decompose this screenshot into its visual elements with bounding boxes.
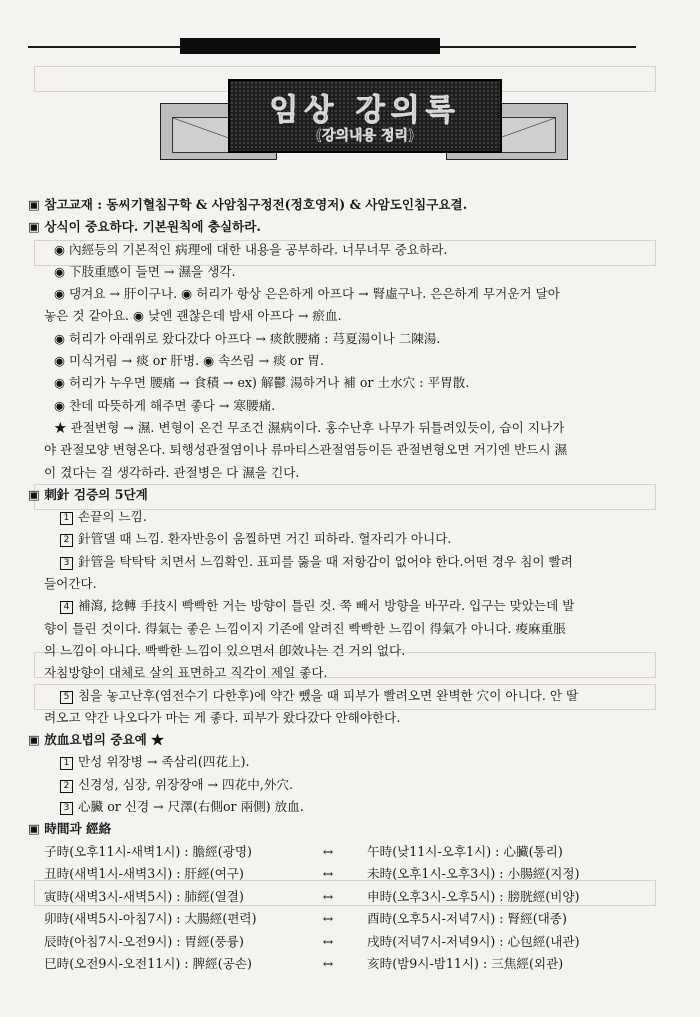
basics-line: ◉ 內經등의 기본적인 病理에 대한 내용을 공부하라. 너무너무 중요하라. bbox=[54, 241, 448, 257]
lecture-content bbox=[28, 194, 668, 976]
needling-step bbox=[28, 595, 668, 617]
basics-line: ◉ 찬데 따뜻하게 해주면 좋다 → 寒腰痛. bbox=[54, 397, 276, 413]
item-number-box: 1 bbox=[60, 757, 73, 770]
double-arrow-icon: ↔ bbox=[322, 933, 334, 949]
step-text: 침을 놓고난후(염전수기 다한후)에 약간 뺐을 때 피부가 빨려오면 완벽한 穴이 아니다. 안 딸 bbox=[78, 687, 579, 703]
basics-line: ◉ 허리가 아래위로 왔다갔다 아프다 → 痰飮腰痛 : 芎夏湯이나 二陳湯. bbox=[54, 330, 441, 346]
basics-line: ◉ 댕겨요 → 肝이구나. ◉ 허리가 항상 은은하게 아프다 → 腎虛구나. 은은하게 무거운거 달아 bbox=[54, 286, 560, 302]
meridian-left: 子時(오후11시-새벽1시) : 膽經(광명) bbox=[44, 843, 252, 859]
needling-step bbox=[28, 506, 668, 528]
needling-step bbox=[28, 528, 668, 550]
item-text: 心臟 or 신경 → 尺澤(右側or 兩側) 放血. bbox=[78, 799, 304, 815]
meridian-right: 戌時(저녁7시-저녁9시) : 心包經(내관) bbox=[367, 933, 580, 949]
section-needling-heading: ▣ 刺針 검증의 5단계 bbox=[28, 486, 148, 502]
step-text: 補瀉, 捻轉 手技시 빡빡한 거는 방향이 틀린 것. 쭉 빼서 방향을 바꾸라. 입구는 맞았는데 발 bbox=[78, 598, 575, 614]
bloodletting-item bbox=[28, 751, 668, 773]
step-continuation: 의 느낌이 아니다. 빡빡한 느낌이 있으면서 卽效나는 건 거의 없다. bbox=[44, 642, 406, 658]
meridian-right: 申時(오후3시-오후5시) : 膀胱經(비양) bbox=[367, 888, 580, 904]
step-text: 針管댈 때 느낌. 환자반응이 움찔하면 거긴 피하라. 혈자리가 아니다. bbox=[78, 531, 452, 547]
double-arrow-icon: ↔ bbox=[322, 911, 334, 927]
step-continuation: 자침방향이 대체로 살의 표면하고 직각이 제일 좋다. bbox=[44, 665, 328, 681]
basics-line: 이 겼다는 걸 생각하라. 관절병은 다 濕을 긴다. bbox=[44, 464, 300, 480]
item-number-box: 3 bbox=[60, 802, 73, 815]
double-arrow-icon: ↔ bbox=[322, 956, 334, 972]
meridian-left: 丑時(새벽1시-새벽3시) : 肝經(여구) bbox=[44, 866, 244, 882]
double-arrow-icon: ↔ bbox=[322, 866, 334, 882]
meridian-right: 午時(낮11시-오후1시) : 心臟(통리) bbox=[367, 843, 563, 859]
item-text: 만성 위장병 → 족삼리(四花上). bbox=[78, 754, 250, 770]
meridian-row bbox=[28, 886, 668, 909]
needling-step bbox=[28, 685, 668, 707]
basics-line: ◉ 허리가 누우면 腰痛 → 食積 → ex) 解鬱 湯하거나 補 or 土水穴 : 平胃散. bbox=[54, 375, 470, 391]
step-number-box: 5 bbox=[60, 691, 73, 704]
meridian-right: 酉時(오후5시-저녁7시) : 腎經(대종) bbox=[367, 911, 567, 927]
meridian-right: 未時(오후1시-오후3시) : 小腸經(지정) bbox=[367, 866, 580, 882]
meridian-left: 寅時(새벽3시-새벽5시) : 肺經(열결) bbox=[44, 888, 244, 904]
meridian-row bbox=[28, 931, 668, 954]
section-time-meridian-heading: ▣ 時間과 經絡 bbox=[28, 821, 112, 837]
double-arrow-icon: ↔ bbox=[322, 843, 334, 859]
item-text: 신경성, 심장, 위장장애 → 四花中,外穴. bbox=[78, 776, 294, 792]
meridian-left: 辰時(아침7시-오전9시) : 胃經(풍륭) bbox=[44, 933, 244, 949]
step-number-box: 3 bbox=[60, 557, 73, 570]
page-title: 임상 강의록 bbox=[269, 93, 461, 128]
step-continuation: 들어간다. bbox=[44, 576, 97, 592]
step-number-box: 2 bbox=[60, 534, 73, 547]
basics-line: ◉ 미식거림 → 痰 or 肝병. ◉ 속쓰림 → 痰 or 胃. bbox=[54, 353, 325, 369]
step-number-box: 4 bbox=[60, 601, 73, 614]
basics-line: 놓은 것 같아요. ◉ 낮엔 괜찮은데 밤새 아프다 → 瘀血. bbox=[44, 308, 342, 324]
basics-line: ★ 관절변형 → 濕. 변형이 온건 무조건 濕病이다. 홍수난후 나무가 뒤틀려있듯이, 습이 지나가 bbox=[54, 419, 565, 435]
step-number-box: 1 bbox=[60, 512, 73, 525]
double-arrow-icon: ↔ bbox=[322, 888, 334, 904]
basics-line: ◉ 下肢重感이 들면 → 濕을 생각. bbox=[54, 263, 236, 279]
meridian-row bbox=[28, 863, 668, 886]
page-subtitle: (강의내용 정리) bbox=[315, 128, 415, 144]
section-bloodletting-heading: ▣ 放血요법의 중요예 ★ bbox=[28, 732, 164, 748]
section-basics-heading: ▣ 상식이 중요하다. 기본원칙에 충실하라. bbox=[28, 219, 261, 235]
step-continuation: 향이 틀린 것이다. 得氣는 좋은 느낌이지 기존에 알려진 빡빡한 느낌이 得氣가 아니다. 痠麻重脹 bbox=[44, 620, 566, 636]
meridian-row bbox=[28, 908, 668, 931]
basics-line: 야 관절모양 변형온다. 퇴행성관절염이나 류마티스관절염등이든 관절변형오면 거기엔 반드시 濕 bbox=[44, 442, 568, 458]
header-banner bbox=[160, 73, 568, 165]
step-continuation: 려오고 약간 나오다가 마는 게 좋다. 피부가 왔다갔다 안해야한다. bbox=[44, 709, 401, 725]
meridian-row bbox=[28, 841, 668, 864]
meridian-left: 巳時(오전9시-오전11시) : 脾經(공손) bbox=[44, 956, 252, 972]
step-text: 針管을 탁탁탁 치면서 느낌확인. 표피를 뚫을 때 저항감이 없어야 한다.어떤 경우 침이 빨려 bbox=[78, 553, 573, 569]
section-reference-books: ▣ 참고교재 : 동씨기혈침구학 & 사암침구정전(정호영저) & 사암도인침구요결. bbox=[28, 197, 468, 212]
header-title-block bbox=[228, 79, 502, 153]
bloodletting-item bbox=[28, 774, 668, 796]
meridian-left: 卯時(새벽5시-아침7시) : 大腸經(편력) bbox=[44, 911, 257, 927]
meridian-right: 亥時(밤9시-밤11시) : 三焦經(외관) bbox=[367, 956, 564, 972]
bloodletting-item bbox=[28, 796, 668, 818]
needling-step bbox=[28, 551, 668, 573]
top-band bbox=[180, 38, 440, 54]
step-text: 손끝의 느낌. bbox=[78, 509, 147, 525]
item-number-box: 2 bbox=[60, 780, 73, 793]
meridian-row bbox=[28, 953, 668, 976]
